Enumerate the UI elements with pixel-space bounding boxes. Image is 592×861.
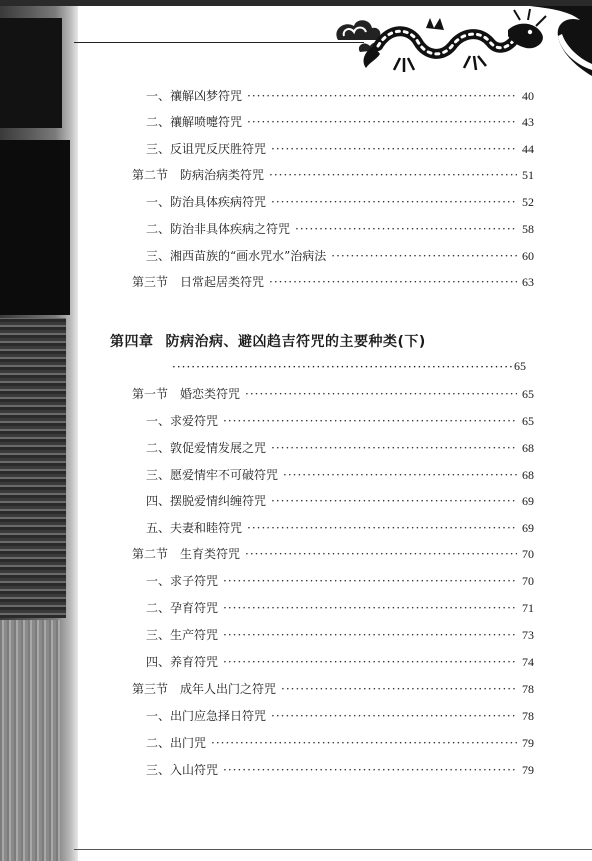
toc-entry[interactable] (146, 493, 534, 509)
toc-page-number: 78 (522, 709, 534, 723)
toc-entry[interactable] (146, 654, 534, 670)
toc-entry-title: 二、出门咒 (146, 736, 207, 750)
dot-leader (271, 141, 517, 157)
dot-leader (223, 600, 517, 616)
chapter-number: 第四章 (110, 334, 154, 350)
toc-page-number: 63 (522, 275, 534, 289)
toc-page-number: 65 (522, 387, 534, 401)
toc-page-number: 74 (522, 655, 534, 669)
dot-leader (269, 167, 517, 183)
toc-entry-title: 第二节 生育类符咒 (132, 547, 241, 561)
toc-entry-title: 三、生产符咒 (146, 628, 219, 642)
toc-entry[interactable] (146, 194, 534, 210)
toc-page-number: 68 (522, 468, 534, 482)
dot-leader (269, 274, 517, 290)
toc-entry-title: 第一节 婚恋类符咒 (132, 387, 241, 401)
toc-entry[interactable] (146, 762, 534, 778)
toc-page-number: 60 (522, 249, 534, 263)
dot-leader (295, 221, 517, 237)
dragon-ornament (330, 6, 592, 81)
toc-page-number: 40 (522, 89, 534, 103)
dot-leader (245, 546, 517, 562)
toc-page-number: 44 (522, 142, 534, 156)
toc-entry[interactable] (146, 440, 534, 456)
dot-leader (283, 467, 517, 483)
toc-page-number: 65 (514, 359, 526, 373)
toc-entry-title: 二、孕育符咒 (146, 601, 219, 615)
toc-page-number: 79 (522, 763, 534, 777)
dot-leader (223, 654, 517, 670)
toc-page-number: 69 (522, 521, 534, 535)
dot-leader (247, 88, 517, 104)
toc-page-number: 51 (522, 168, 534, 182)
toc-page-number: 52 (522, 195, 534, 209)
toc-entry[interactable] (146, 735, 534, 751)
dot-leader (271, 708, 517, 724)
header-rule (74, 42, 364, 43)
toc-entry[interactable] (146, 627, 534, 643)
toc-entry-title: 四、养育符咒 (146, 655, 219, 669)
dot-leader (223, 573, 517, 589)
toc-section-entry[interactable] (132, 386, 534, 402)
toc-page-number: 79 (522, 736, 534, 750)
toc-entry-title: 一、防治具体疾病符咒 (146, 195, 267, 209)
dot-leader (223, 413, 517, 429)
dot-leader (223, 762, 517, 778)
footer-rule (74, 849, 592, 850)
toc-page-number: 43 (522, 115, 534, 129)
toc-entry-title: 三、入山符咒 (146, 763, 219, 777)
toc-entry-title: 三、反诅咒反厌胜符咒 (146, 142, 267, 156)
dot-leader (281, 681, 517, 697)
dot-leader (245, 386, 517, 402)
toc-entry[interactable] (146, 467, 534, 483)
toc-page-number: 58 (522, 222, 534, 236)
toc-page-number: 73 (522, 628, 534, 642)
toc-entry[interactable] (146, 248, 534, 264)
toc-entry-title: 二、敦促爱情发展之咒 (146, 441, 267, 455)
toc-entry[interactable] (146, 221, 534, 237)
dot-leader (331, 248, 517, 264)
chapter-heading[interactable] (110, 331, 426, 351)
toc-entry-title: 三、愿爱情牢不可破符咒 (146, 468, 279, 482)
toc-entry[interactable] (146, 573, 534, 589)
binding-shadow (0, 18, 62, 128)
toc-section-entry[interactable] (132, 274, 534, 290)
toc-page-number: 69 (522, 494, 534, 508)
toc-entry-title: 一、出门应急择日符咒 (146, 709, 267, 723)
toc-entry-title: 一、求子符咒 (146, 574, 219, 588)
dot-leader (247, 520, 517, 536)
toc-page-number: 70 (522, 547, 534, 561)
toc-entry[interactable] (146, 600, 534, 616)
dot-leader (247, 114, 517, 130)
toc-entry-title: 二、禳解喷嚏符咒 (146, 115, 243, 129)
toc-page-number: 68 (522, 441, 534, 455)
binding-shadow (0, 318, 66, 618)
toc-entry[interactable] (146, 708, 534, 724)
toc-entry-title: 第三节 成年人出门之符咒 (132, 682, 277, 696)
toc-section-entry[interactable] (132, 167, 534, 183)
toc-entry-title: 一、求爱符咒 (146, 414, 219, 428)
toc-page-number: 71 (522, 601, 534, 615)
toc-page-number: 78 (522, 682, 534, 696)
toc-page-number: 65 (522, 414, 534, 428)
toc-entry[interactable] (146, 88, 534, 104)
dot-leader (271, 194, 517, 210)
chapter-title: 防病治病、避凶趋吉符咒的主要种类(下) (165, 334, 426, 350)
binding-shadow (0, 620, 60, 861)
toc-entry[interactable] (146, 114, 534, 130)
toc-entry[interactable] (146, 141, 534, 157)
dot-leader (223, 627, 517, 643)
dot-leader (172, 360, 512, 376)
scanned-binding-edge (0, 0, 78, 861)
toc-entry-title: 第二节 防病治病类符咒 (132, 168, 265, 182)
dot-leader (271, 493, 517, 509)
toc-entry-title: 三、湘西苗族的“画水咒水”治病法 (146, 249, 327, 263)
toc-entry[interactable] (146, 413, 534, 429)
dot-leader (211, 735, 517, 751)
toc-entry[interactable] (146, 520, 534, 536)
toc-entry-title: 第三节 日常起居类符咒 (132, 275, 265, 289)
toc-entry-title: 五、夫妻和睦符咒 (146, 521, 243, 535)
toc-section-entry[interactable] (132, 681, 534, 697)
toc-entry-title: 二、防治非具体疾病之符咒 (146, 222, 291, 236)
toc-page-number: 70 (522, 574, 534, 588)
toc-entry-title: 一、禳解凶梦符咒 (146, 89, 243, 103)
binding-shadow (0, 140, 70, 315)
dot-leader (271, 440, 517, 456)
toc-section-entry[interactable] (132, 546, 534, 562)
toc-entry-title: 四、摆脱爱情纠缠符咒 (146, 494, 267, 508)
